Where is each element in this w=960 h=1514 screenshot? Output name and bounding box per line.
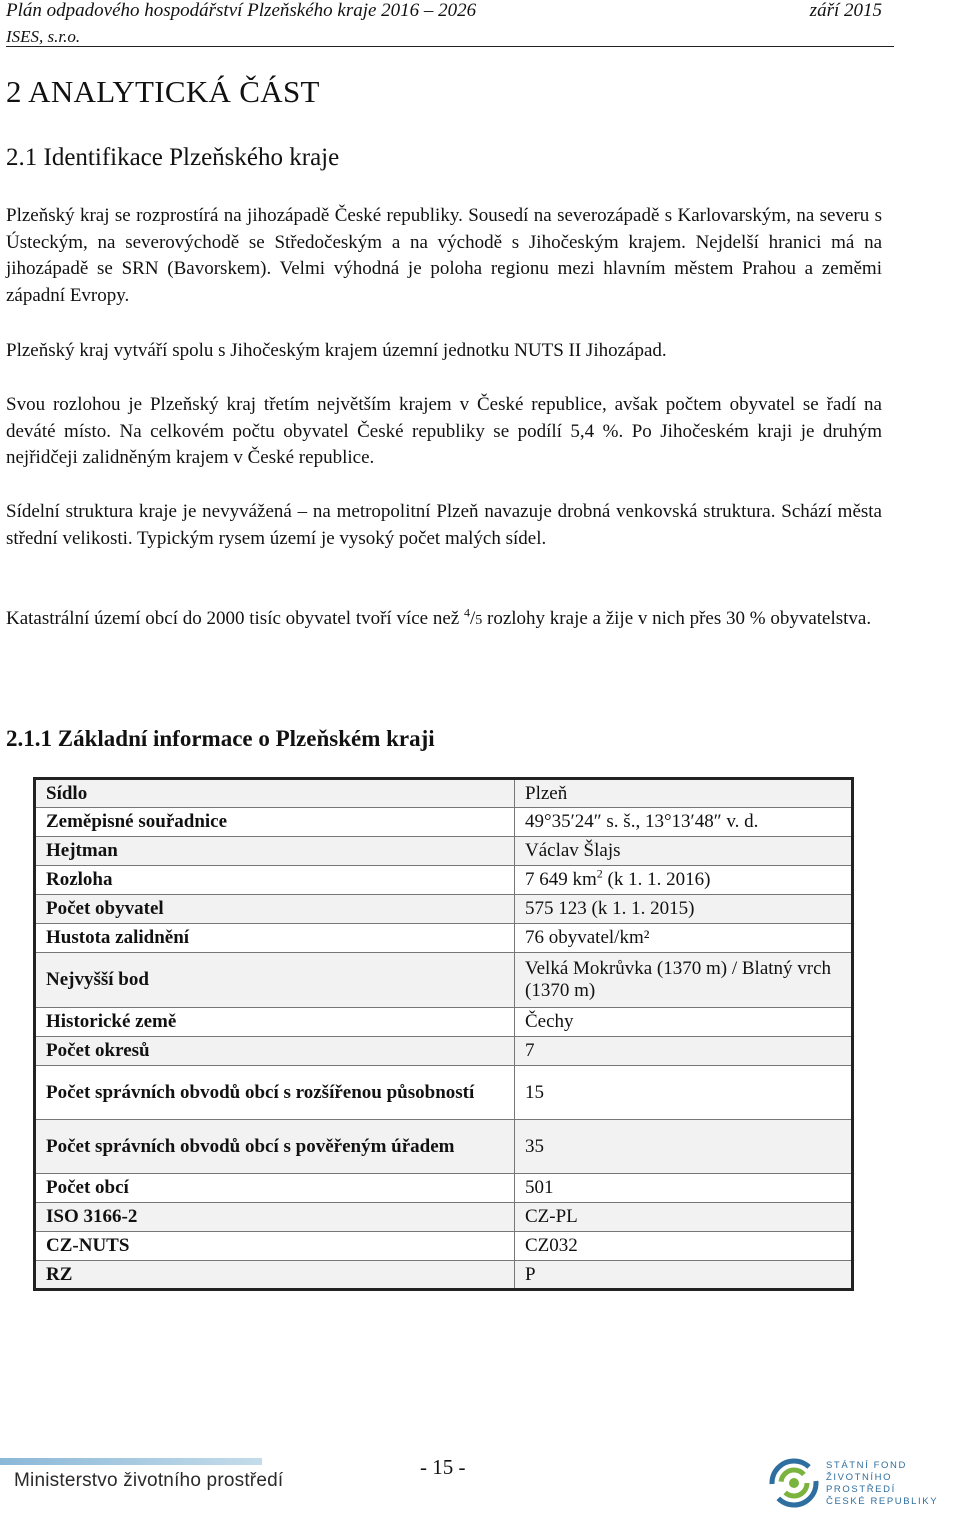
table-key: Počet obyvatel <box>35 895 515 924</box>
sfzp-logo-text <box>826 1460 960 1508</box>
table-key: Počet správních obvodů obcí s pověřeným úřadem <box>35 1120 515 1174</box>
table-value: 575 123 (k 1. 1. 2015) <box>515 895 853 924</box>
table-key: Historické země <box>35 1008 515 1037</box>
header-date: září 2015 <box>809 0 882 21</box>
table-value: 49°35′24″ s. š., 13°13′48″ v. d. <box>515 808 853 837</box>
sfzp-logo-icon <box>769 1458 819 1508</box>
table-row <box>35 808 853 837</box>
table-row <box>35 1232 853 1261</box>
table-row <box>35 895 853 924</box>
page-header <box>6 0 894 47</box>
table-key: Počet obcí <box>35 1174 515 1203</box>
table-key: Hejtman <box>35 837 515 866</box>
table-key: ISO 3166-2 <box>35 1203 515 1232</box>
table-row <box>35 866 853 895</box>
table-value: CZ032 <box>515 1232 853 1261</box>
table-row <box>35 1203 853 1232</box>
table-value: CZ-PL <box>515 1203 853 1232</box>
table-key: CZ-NUTS <box>35 1232 515 1261</box>
table-key: Počet správních obvodů obcí s rozšířenou působností <box>35 1066 515 1120</box>
table-value: Čechy <box>515 1008 853 1037</box>
page-number: - 15 - <box>420 1455 466 1479</box>
table-row <box>35 953 853 1008</box>
sfzp-line-1: STÁTNÍ FOND <box>826 1460 907 1471</box>
table-row <box>35 1008 853 1037</box>
table-row <box>35 1120 853 1174</box>
ministry-logo-bar <box>0 1458 262 1465</box>
table-value: P <box>515 1261 853 1290</box>
area-value: 7 649 km <box>525 869 597 890</box>
table-row <box>35 779 853 808</box>
table-row <box>35 1037 853 1066</box>
chapter-title: 2 ANALYTICKÁ ČÁST <box>6 74 320 109</box>
table-key: Sídlo <box>35 779 515 808</box>
table-key: Zeměpisné souřadnice <box>35 808 515 837</box>
paragraph-3: Svou rozlohou je Plzeňský kraj třetím největším krajem v České republice, avšak počtem obyvatel se řadí na deváté místo. Na celkovém počtu obyvatel České republiky se podílí 5,4 %. Po Jihočeském kraji je druhým nejřidčeji zalidněným krajem v České republice. <box>6 394 882 468</box>
header-doc-title: Plán odpadového hospodářství Plzeňského kraje 2016 – 2026 <box>6 0 477 21</box>
table-value: 35 <box>515 1120 853 1174</box>
area-unit-exponent: 2 <box>596 866 603 881</box>
region-info-table <box>33 777 854 1291</box>
paragraph-1: Plzeňský kraj se rozprostírá na jihozápadě České republiky. Sousedí na severozápadě s Karlovarským, na severu s Ústeckým, na severovýchodě se Středočeským a na východě s Jihočeským krajem. Nejdelší hranici má na jihozápadě se SRN (Bavorskem). Velmi výhodná je poloha regionu mezi hlavním městem Prahou a zeměmi západní Evropy. <box>6 205 882 306</box>
sfzp-line-2: ŽIVOTNÍHO PROSTŘEDÍ <box>826 1472 896 1495</box>
area-date: (k 1. 1. 2016) <box>602 869 711 890</box>
fraction-numerator: 4 <box>463 605 470 620</box>
table-value: Velká Mokrůvka (1370 m) / Blatný vrch (1370 m) <box>515 953 853 1008</box>
paragraph-2: Plzeňský kraj vytváří spolu s Jihočeským krajem územní jednotku NUTS II Jihozápad. <box>6 340 667 361</box>
paragraph-5 <box>6 606 882 635</box>
header-company: ISES, s.r.o. <box>6 27 81 46</box>
table-value: 15 <box>515 1066 853 1120</box>
table-row <box>35 924 853 953</box>
subsection-title: 2.1.1 Základní informace o Plzeňském kraji <box>6 726 435 751</box>
table-row <box>35 1174 853 1203</box>
ministry-logo-text: Ministerstvo životního prostředí <box>14 1470 284 1491</box>
table-row <box>35 837 853 866</box>
paragraph-5-text-b: rozlohy kraje a žije v nich přes 30 % obyvatelstva. <box>482 608 872 629</box>
table-key: Nejvyšší bod <box>35 953 515 1008</box>
table-value: 501 <box>515 1174 853 1203</box>
sfzp-line-3: ČESKÉ REPUBLIKY <box>826 1496 939 1507</box>
paragraph-4: Sídelní struktura kraje je nevyvážená – na metropolitní Plzeň navazuje drobná venkovská struktura. Schází města střední velikosti. Typickým rysem území je vysoký počet malých sídel. <box>6 501 882 549</box>
table-row <box>35 1261 853 1290</box>
section-title: 2.1 Identifikace Plzeňského kraje <box>6 144 340 171</box>
table-key: RZ <box>35 1261 515 1290</box>
table-row <box>35 1066 853 1120</box>
table-value: Václav Šlajs <box>515 837 853 866</box>
table-value: Plzeň <box>515 779 853 808</box>
table-value <box>515 866 853 895</box>
table-key: Počet okresů <box>35 1037 515 1066</box>
table-value: 7 <box>515 1037 853 1066</box>
paragraph-5-text-a: Katastrální území obcí do 2000 tisíc obyvatel tvoří více než <box>6 608 464 629</box>
fraction-slash: / <box>469 608 476 629</box>
fraction-denominator: 5 <box>475 613 483 628</box>
table-value: 76 obyvatel/km² <box>515 924 853 953</box>
table-key: Rozloha <box>35 866 515 895</box>
table-key: Hustota zalidnění <box>35 924 515 953</box>
